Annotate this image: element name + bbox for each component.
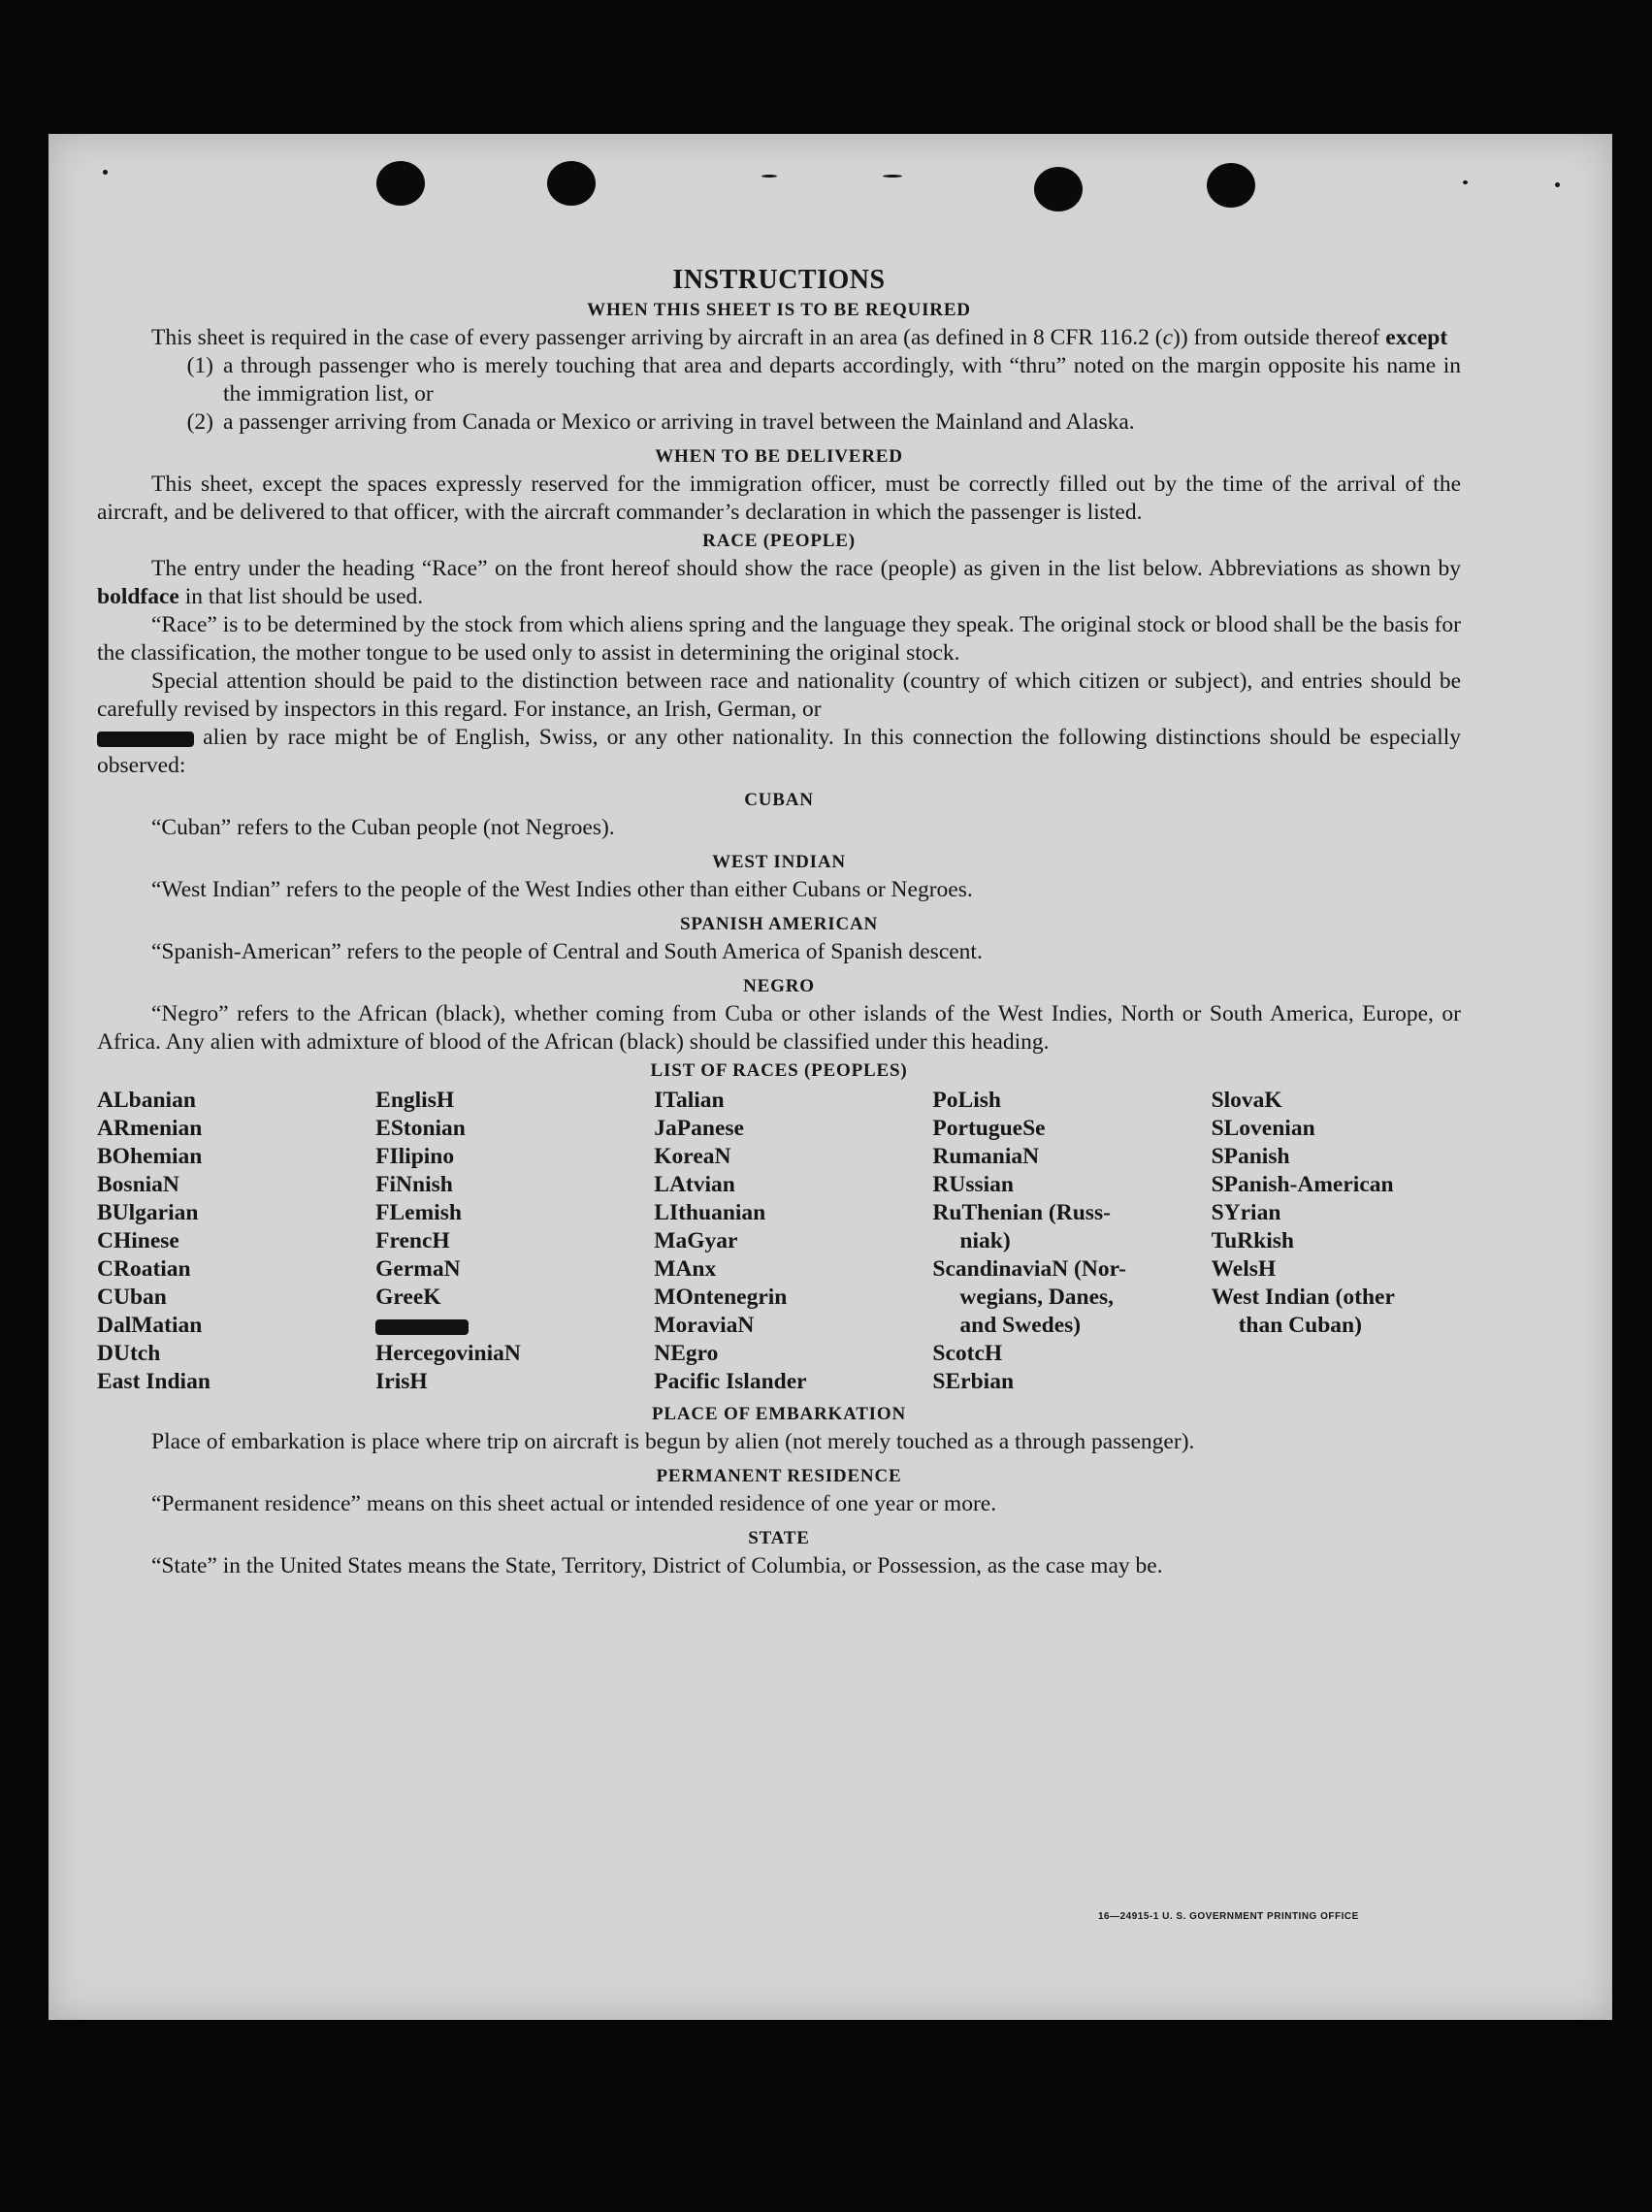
section-heading-permanent-residence: PERMANENT RESIDENCE: [656, 1466, 902, 1486]
race-p3-text: Special attention should be paid to the distinction between race and nationality (country of which citizen or subject), and entries should be carefully revised by inspectors in this regard. For instance, an Irish, German, or: [97, 668, 1461, 722]
race-item: Pacific Islander: [654, 1369, 807, 1394]
races-column: [932, 1087, 1211, 1396]
race-item: GreeK: [375, 1285, 441, 1310]
race-item: SErbian: [932, 1369, 1015, 1394]
race-item: HercegoviniaN: [375, 1341, 521, 1366]
race-item: GermaN: [375, 1256, 461, 1282]
section-heading-cuban: CUBAN: [744, 790, 814, 810]
west-indian-paragraph: “West Indian” refers to the people of the West Indies other than either Cubans or Negroes.: [151, 877, 973, 902]
race-item: West Indian (other: [1211, 1285, 1395, 1310]
race-item: JaPanese: [654, 1116, 744, 1141]
race-p3-text-2: alien by race might be of English, Swiss, or any other nationality. In this connection the following distinctions should be especially observed:: [97, 725, 1462, 778]
race-item: SPanish: [1211, 1144, 1290, 1169]
section-heading-west-indian: WEST INDIAN: [712, 852, 846, 872]
race-item: SLovenian: [1211, 1116, 1315, 1141]
state-paragraph: “State” in the United States means the State, Territory, District of Columbia, or Possession, as the case may be.: [151, 1553, 1163, 1578]
race-item: RumaniaN: [932, 1144, 1040, 1169]
punch-hole: [1034, 167, 1083, 211]
section-heading-spanish-american: SPANISH AMERICAN: [679, 914, 879, 934]
spanish-american-paragraph: “Spanish-American” refers to the people of Central and South America of Spanish descent.: [151, 939, 983, 964]
punch-hole: [1207, 163, 1255, 208]
race-item: FiNnish: [375, 1172, 453, 1197]
race-item: EnglisH: [375, 1088, 455, 1113]
residence-paragraph: “Permanent residence” means on this sheet actual or intended residence of one year or more.: [151, 1491, 997, 1516]
race-item: WelsH: [1211, 1256, 1277, 1282]
race-item: SYrian: [1211, 1200, 1281, 1225]
speck: [1555, 182, 1560, 187]
punch-hole: [547, 161, 596, 206]
required-intro-except: except: [1385, 325, 1448, 350]
race-item: RuThenian (Russ-: [932, 1200, 1111, 1225]
race-item: MOntenegrin: [654, 1285, 788, 1310]
race-paragraph-1: [97, 555, 1461, 611]
race-item: ScandinaviaN (Nor-: [932, 1256, 1126, 1282]
race-item: LIthuanian: [654, 1200, 766, 1225]
race-paragraph-3: [97, 667, 1461, 780]
speck: [103, 170, 108, 175]
race-p1-text-2: in that list should be used.: [184, 584, 424, 609]
race-item: than Cuban): [1238, 1313, 1362, 1338]
section-heading-state: STATE: [748, 1528, 810, 1548]
cuban-paragraph: “Cuban” refers to the Cuban people (not Negroes).: [151, 815, 615, 840]
race-item: RUssian: [932, 1172, 1015, 1197]
race-item: EStonian: [375, 1116, 466, 1141]
race-paragraph-2: “Race” is to be determined by the stock from which aliens spring and the language they speak. The original stock or blood shall be the basis for the classification, the mother tongue to be used only to assist in determining the original stock.: [97, 612, 1461, 666]
race-item: FLemish: [375, 1200, 462, 1225]
page-title: INSTRUCTIONS: [672, 265, 886, 295]
speck: [883, 175, 902, 178]
list-item-text: a passenger arriving from Canada or Mexico or arriving in travel between the Mainland and Alaska.: [223, 409, 1135, 435]
redaction-mark: [97, 732, 194, 747]
instructions-content: [97, 266, 1461, 1580]
race-item: ALbanian: [97, 1088, 196, 1113]
list-item: [97, 352, 1461, 408]
race-p1-bold: boldface: [97, 584, 179, 609]
race-item: SlovaK: [1211, 1088, 1282, 1113]
race-item: ITalian: [654, 1088, 725, 1113]
race-item: DalMatian: [97, 1313, 203, 1338]
race-item: PortugueSe: [932, 1116, 1046, 1141]
race-item: LAtvian: [654, 1172, 735, 1197]
race-item: BUlgarian: [97, 1200, 199, 1225]
race-item: IrisH: [375, 1369, 428, 1394]
required-intro-italic: c: [1162, 325, 1173, 350]
list-item: [97, 408, 1461, 437]
race-item: MaGyar: [654, 1228, 738, 1253]
race-item: niak): [959, 1228, 1011, 1253]
race-p1-text: The entry under the heading “Race” on the front hereof should show the race (people) as given in the list below. Abbreviations as shown by: [151, 556, 1461, 581]
race-item: and Swedes): [959, 1313, 1082, 1338]
section-heading-negro: NEGRO: [743, 976, 815, 996]
race-item-redacted: [375, 1312, 654, 1340]
race-item: ScotcH: [932, 1341, 1003, 1366]
race-item: DUtch: [97, 1341, 161, 1366]
required-intro: [97, 324, 1461, 352]
section-heading-embarkation: PLACE OF EMBARKATION: [652, 1404, 906, 1424]
redaction-mark: [375, 1319, 469, 1335]
list-item-text: a through passenger who is merely touching that area and departs accordingly, with “thru” noted on the margin opposite his name in the immigration list, or: [223, 353, 1461, 407]
section-heading-delivered: WHEN TO BE DELIVERED: [655, 446, 903, 467]
race-item: CRoatian: [97, 1256, 191, 1282]
list-item-number: (2): [186, 409, 213, 435]
race-item: PoLish: [932, 1088, 1001, 1113]
races-column: [1212, 1087, 1461, 1396]
race-item: KoreaN: [654, 1144, 731, 1169]
section-heading-race: RACE (PEOPLE): [702, 531, 856, 551]
race-item: CHinese: [97, 1228, 179, 1253]
required-intro-text-2: )) from outside thereof: [1173, 325, 1380, 350]
speck: [761, 175, 777, 178]
race-item: SPanish-American: [1211, 1172, 1394, 1197]
embarkation-paragraph: Place of embarkation is place where trip on aircraft is begun by alien (not merely touched as a through passenger).: [151, 1429, 1195, 1454]
race-item: NEgro: [654, 1341, 719, 1366]
required-intro-text: This sheet is required in the case of every passenger arriving by aircraft in an area (as defined in 8 CFR 116.2 (: [151, 325, 1163, 350]
race-item: FIlipino: [375, 1144, 455, 1169]
race-item: MoraviaN: [654, 1313, 755, 1338]
races-column: [97, 1087, 375, 1396]
printer-imprint: 16—24915-1 U. S. GOVERNMENT PRINTING OFFICE: [1098, 1911, 1359, 1922]
race-item: FrencH: [375, 1228, 450, 1253]
race-item: MAnx: [654, 1256, 717, 1282]
section-heading-list-of-races: LIST OF RACES (PEOPLES): [650, 1060, 908, 1081]
delivered-paragraph: This sheet, except the spaces expressly reserved for the immigration officer, must be correctly filled out by the time of the arrival of the aircraft, and be delivered to that officer, with the aircraft commander’s declaration in which the passenger is listed.: [97, 472, 1461, 525]
race-item: TuRkish: [1211, 1228, 1294, 1253]
races-column: [654, 1087, 932, 1396]
punch-hole: [376, 161, 425, 206]
races-column: [375, 1087, 654, 1396]
race-item: CUban: [97, 1285, 167, 1310]
races-table: [97, 1087, 1461, 1396]
race-item: ARmenian: [97, 1116, 203, 1141]
negro-paragraph: “Negro” refers to the African (black), whether coming from Cuba or other islands of the West Indies, North or South America, Europe, or Africa. Any alien with admixture of blood of the African (black) should be classified under this heading.: [97, 1001, 1461, 1055]
race-item: wegians, Danes,: [959, 1285, 1115, 1310]
race-item: BosniaN: [97, 1172, 179, 1197]
section-heading-required: WHEN THIS SHEET IS TO BE REQUIRED: [587, 300, 971, 320]
race-item: BOhemian: [97, 1144, 203, 1169]
list-item-number: (1): [186, 353, 213, 378]
speck: [1463, 180, 1468, 184]
race-item: East Indian: [97, 1369, 211, 1394]
